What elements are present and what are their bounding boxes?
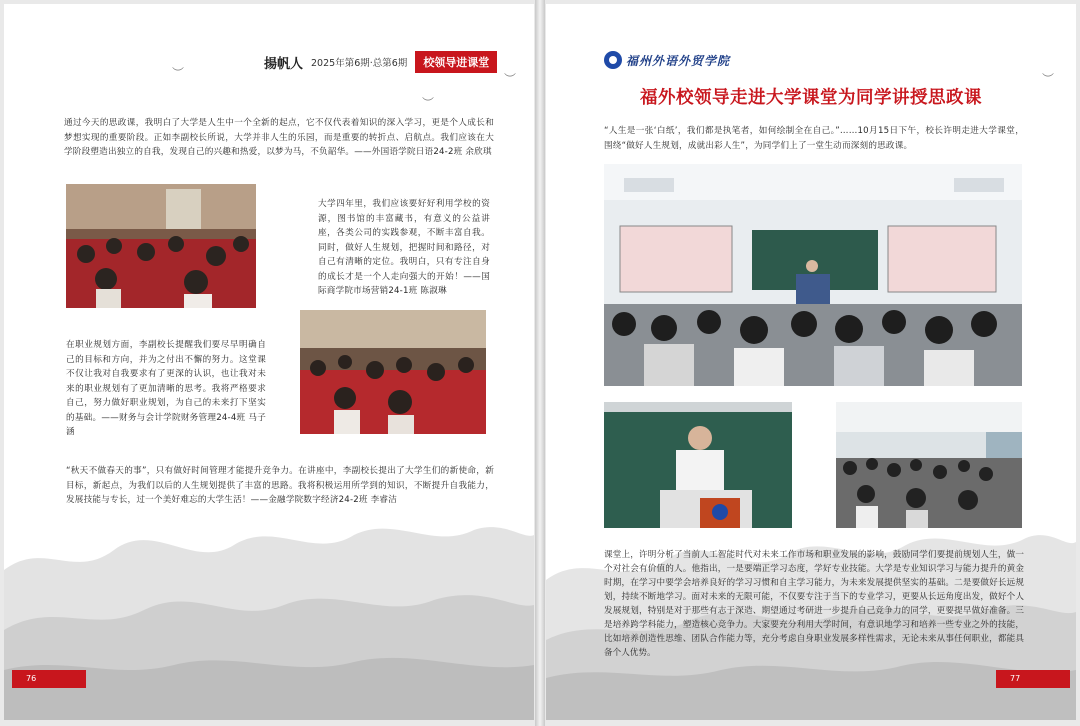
bird-icon: ︶ bbox=[422, 96, 435, 110]
book-gutter bbox=[535, 0, 545, 726]
speaker-podium-photo bbox=[604, 402, 792, 528]
student-reflection-1: 通过今天的思政课，我明白了大学是人生中一个全新的起点，它不仅代表着知识的深入学习，更是个人成长和梦想实现的重要阶段。正如李副校长所说，大学并非人生的乐园，而是重要的转折点、启航点。我们应该在大学阶段塑造出独立的自我，发现自己的兴趣和热爱，以梦为马，不负韶华。——外国语学院日语24-2班 余欣琪 bbox=[64, 118, 494, 157]
page-number-text: 77 bbox=[1010, 674, 1021, 683]
lecture-hall-photo bbox=[604, 164, 1022, 386]
audience-wide-photo bbox=[836, 402, 1022, 528]
emblem-icon bbox=[604, 51, 622, 69]
student-reflection-2: 大学四年里，我们应该要好好利用学校的资源，图书馆的丰富藏书，有意义的公益讲座，各类公司的实践参观，不断丰富自我。同时，做好人生规划，把握时间和路径，对自己有清晰的定位。我明白，只有专注自身的成长才是一个人走向强大的开始！——国际商学院市场营销24-1班 陈淑琳 bbox=[318, 199, 490, 296]
classroom-photo-1 bbox=[66, 184, 256, 308]
university-logo bbox=[604, 51, 730, 69]
issue-label: 2025年第6期·总第6期 bbox=[311, 58, 408, 69]
article-title: 福外校领导走进大学课堂为同学讲授思政课 bbox=[640, 88, 982, 108]
magazine-brand: 揚帆人 bbox=[264, 56, 304, 72]
page-number-right bbox=[996, 670, 1070, 688]
right-page bbox=[546, 4, 1076, 720]
student-reflection-4: “秋天不做春天的事”，只有做好时间管理才能提升竞争力。在讲座中，李副校长提出了大学生们的新使命，新目标，新起点，为我们以后的人生规划提供了丰富的思路。我将积极运用所学到的知识，不断提升自我能力，发展技能与专长，过一个美好难忘的大学生活！——金融学院数字经济24-2班 李睿洁 bbox=[66, 466, 494, 505]
article-body: 课堂上，许明分析了当前人工智能时代对未来工作市场和职业发展的影响，鼓励同学们要提前规划人生，做一个对社会有价值的人。他指出，一是要端正学习态度，学好专业技能。大学是专业知识学习与能力提升的黄金时期，在学习中要学会培养良好的学习习惯和自主学习能力，为未来发展提供坚实的基础。二是要做好长远规划，持续不断地学习。面对未来的无限可能，不仅要专注于当下的专业学习，更要从长远角度出发，做好个人发展规划，特别是对于那些有志于深造、期望通过考研进一步提升自己竞争力的同学，更要提早做好准备。三是培养跨学科能力，塑造核心竞争力。大家要充分利用大学时间，有意识地学习和培养一些专业之外的技能，比如培养创造性思维、团队合作能力等，充分考虑自身职业发展多样性需求，无论未来从事任何职业，都能具备个人优势。 bbox=[604, 550, 1024, 658]
page-header bbox=[264, 51, 497, 73]
bird-icon: ︶ bbox=[172, 66, 185, 80]
page-number-left bbox=[12, 670, 86, 688]
article-intro: “人生是一张‘白纸’，我们都是执笔者，如何绘制全在自己。”……10月15日下午，校长许明走进大学课堂，围绕“做好人生规划，成就出彩人生”，为同学们上了一堂生动而深刻的思政课。 bbox=[604, 126, 1024, 151]
section-tag: 校领导进课堂 bbox=[415, 51, 497, 73]
classroom-photo-2 bbox=[300, 310, 486, 434]
page-number-text: 76 bbox=[26, 674, 37, 683]
bird-icon: ︶ bbox=[1042, 72, 1055, 86]
student-reflection-3: 在职业规划方面，李副校长提醒我们要尽早明确自己的目标和方向，并为之付出不懈的努力。这堂课不仅让我对自我要求有了更深的认识，也让我对未来的职业规划有了更加清晰的思考。我将严格要求自己，努力做好职业规划，为自己的未来打下坚实的基础。——财务与会计学院财务管理24-4班 马子涵 bbox=[66, 340, 266, 437]
left-page bbox=[4, 4, 534, 720]
logo-text: 福州外语外贸学院 bbox=[626, 53, 731, 68]
bird-icon: ︶ bbox=[504, 72, 517, 86]
